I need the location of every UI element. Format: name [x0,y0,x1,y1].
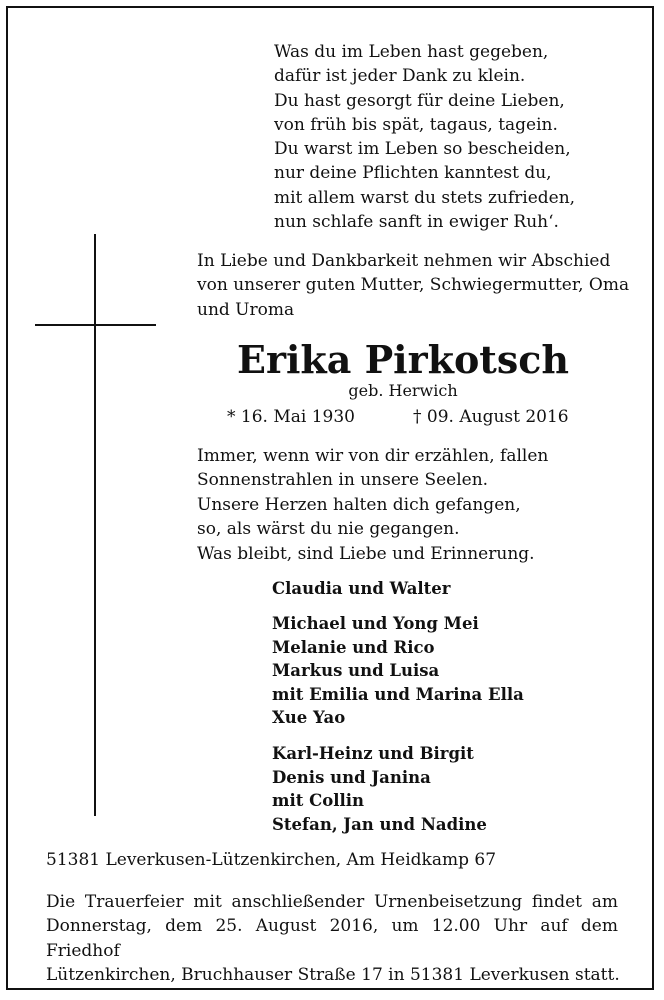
poem-line: Du warst im Leben so bescheiden, [274,139,571,160]
intro-line: und Uroma [197,299,295,320]
death-date: † 09. August 2016 [413,407,569,427]
maiden-name: geb. Herwich [348,381,458,400]
family-group-3 [272,742,487,836]
birth-date: * 16. Mai 1930 [227,407,355,427]
poem-line: von früh bis spät, tagaus, tagein. [274,114,558,135]
family-group-2 [272,612,524,730]
poem-line: so, als wärst du nie gegangen. [197,519,460,540]
family-group-1 [272,577,450,601]
poem-line: nun schlafe sanft in ewiger Ruh‘. [274,212,559,233]
service-line: Die Trauerfeier mit anschließender Urnenbeisetzung findet am [46,892,618,912]
service-line: Lützenkirchen, Bruchhauser Straße 17 in 51381 Leverkusen statt. [46,965,620,986]
intro-text [197,249,630,322]
family-member: mit Collin [272,791,365,811]
poem-line: Was bleibt, sind Liebe und Erinnerung. [197,543,535,564]
poem-line: Was du im Leben hast gegeben, [274,42,549,62]
family-address: 51381 Leverkusen-Lützenkirchen, Am Heidkamp 67 [46,850,497,870]
deceased-name: Erika Pirkotsch [236,337,570,382]
family-member: Michael und Yong Mei [272,614,479,633]
poem-line: nur deine Pflichten kanntest du, [274,163,552,184]
poem-line: Immer, wenn wir von dir erzählen, fallen [197,446,549,466]
cross-vertical-bar [94,234,96,816]
intro-line: In Liebe und Dankbarkeit nehmen wir Abschied [197,251,611,271]
family-member: Claudia und Walter [272,579,451,598]
poem-line: dafür ist jeder Dank zu klein. [274,66,526,87]
service-line: Donnerstag, dem 25. August 2016, um 12.00 Uhr auf dem Friedhof [46,916,618,961]
poem-top [274,40,575,234]
family-member: Stefan, Jan und Nadine [272,814,487,834]
poem-bottom [197,444,548,566]
family-member: Melanie und Rico [272,637,435,657]
poem-line: Du hast gesorgt für deine Lieben, [274,90,565,111]
funeral-service-info [46,890,618,988]
poem-line: Unsere Herzen halten dich gefangen, [197,494,521,515]
intro-line: von unserer guten Mutter, Schwiegermutter, Oma [197,275,630,296]
family-member: Markus und Luisa [272,661,440,681]
poem-line: Sonnenstrahlen in unsere Seelen. [197,470,489,491]
family-member: Xue Yao [272,708,346,728]
cross-horizontal-bar [35,324,156,326]
poem-line: mit allem warst du stets zufrieden, [274,187,576,208]
family-member: Karl-Heinz und Birgit [272,744,474,763]
family-member: mit Emilia und Marina Ella [272,684,524,704]
family-member: Denis und Janina [272,767,431,787]
